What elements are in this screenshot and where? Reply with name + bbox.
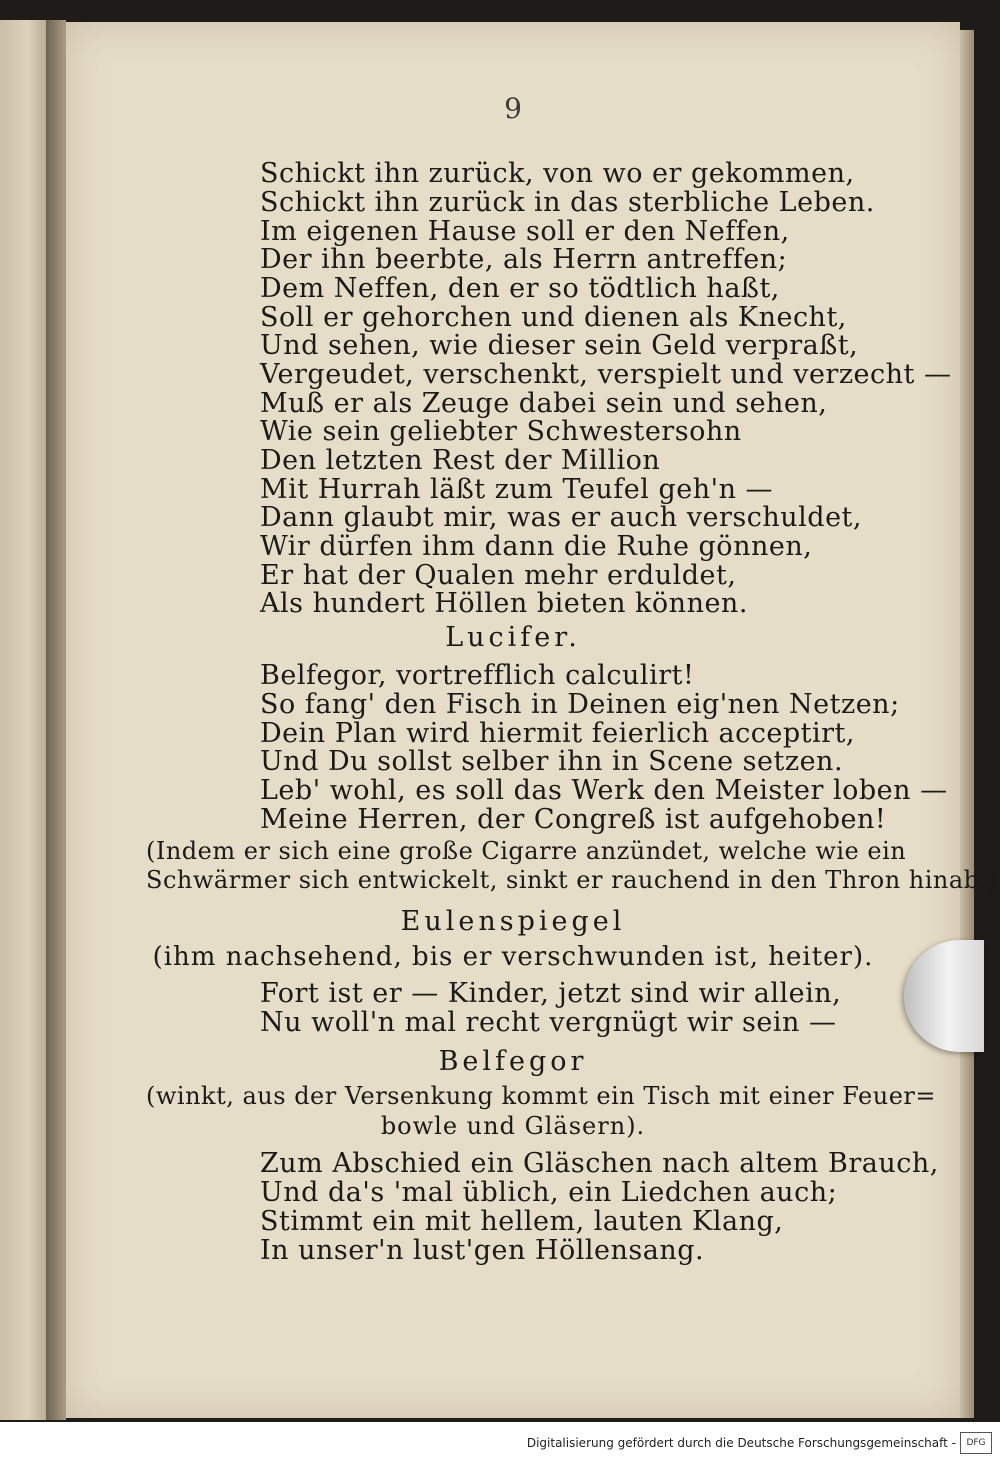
verse-line: Schickt ihn zurück, von wo er gekommen, [260,158,855,189]
verse-line: Und sehen, wie dieser sein Geld verpraßt, [260,330,859,361]
page-edge-right [960,30,974,1418]
verse-line: Er hat der Qualen mehr erduldet, [260,560,737,591]
speaker-name: Lucifer. [445,622,581,653]
verse-line: Stimmt ein mit hellem, lauten Klang, [260,1206,784,1237]
verse-line: Nu woll'n mal recht vergnügt wir sein — [260,1007,837,1038]
verse-line: Dem Neffen, den er so tödtlich haßt, [260,273,780,304]
verse-line: Und da's 'mal üblich, ein Liedchen auch; [260,1177,838,1208]
verse-line: Zum Abschied ein Gläschen nach altem Brauch, [260,1148,939,1179]
verse-line: Muß er als Zeuge dabei sein und sehen, [260,388,828,419]
verse-line: Dann glaubt mir, was er auch verschuldet, [260,502,862,533]
verse-line: Schickt ihn zurück in das sterbliche Leben. [260,187,875,218]
page-number: 9 [504,92,522,125]
verse-line: Soll er gehorchen und dienen als Knecht, [260,302,847,333]
verse-line: Dein Plan wird hiermit feierlich acceptirt, [260,718,855,749]
dfg-logo-icon: DFG [960,1432,992,1454]
verse-line: In unser'n lust'gen Höllensang. [260,1235,705,1266]
stage-direction-line: (Indem er sich eine große Cigarre anzündet, welche wie ein [146,837,907,865]
verse-line: Den letzten Rest der Million [260,445,661,476]
stage-direction-line: bowle und Gläsern). [380,1112,646,1140]
verse-line: Und Du sollst selber ihn in Scene setzen. [260,746,844,777]
funding-note: Digitalisierung gefördert durch die Deutsche Forschungsgemeinschaft - [526,1436,956,1450]
verse-line: Mit Hurrah läßt zum Teufel geh'n — [260,474,774,505]
digitization-footer [0,1422,1000,1466]
speaker-name: Eulenspiegel [400,906,626,937]
verse-line: Wie sein geliebter Schwestersohn [260,416,742,447]
verse-line: Im eigenen Hause soll er den Neffen, [260,216,790,247]
stage-direction-line: (winkt, aus der Versenkung kommt ein Tisch mit einer Feuer= [146,1082,936,1110]
stage-direction-2: (ihm nachsehend, bis er verschwunden ist, heiter). [152,942,874,972]
verse-line: Leb' wohl, es soll das Werk den Meister loben — [260,775,948,806]
verse-line: Vergeudet, verschenkt, verspielt und verzecht — [260,359,952,390]
previous-page-edge [0,20,48,1420]
verse-line: Fort ist er — Kinder, jetzt sind wir allein, [260,978,842,1009]
verse-line: So fang' den Fisch in Deinen eig'nen Netzen; [260,689,900,720]
speaker-name: Belfegor [438,1046,588,1077]
verse-line: Belfegor, vortrefflich calculirt! [260,660,695,691]
verse-line: Wir dürfen ihm dann die Ruhe gönnen, [260,531,813,562]
verse-line: Der ihn beerbte, als Herrn antreffen; [260,244,788,275]
stage-direction-line: Schwärmer sich entwickelt, sinkt er rauchend in den Thron hinab.) [146,866,998,894]
verse-line: Als hundert Höllen bieten können. [260,588,748,619]
verse-line: Meine Herren, der Congreß ist aufgehoben! [260,804,887,835]
book-page [66,22,998,1418]
book-gutter [46,20,66,1420]
